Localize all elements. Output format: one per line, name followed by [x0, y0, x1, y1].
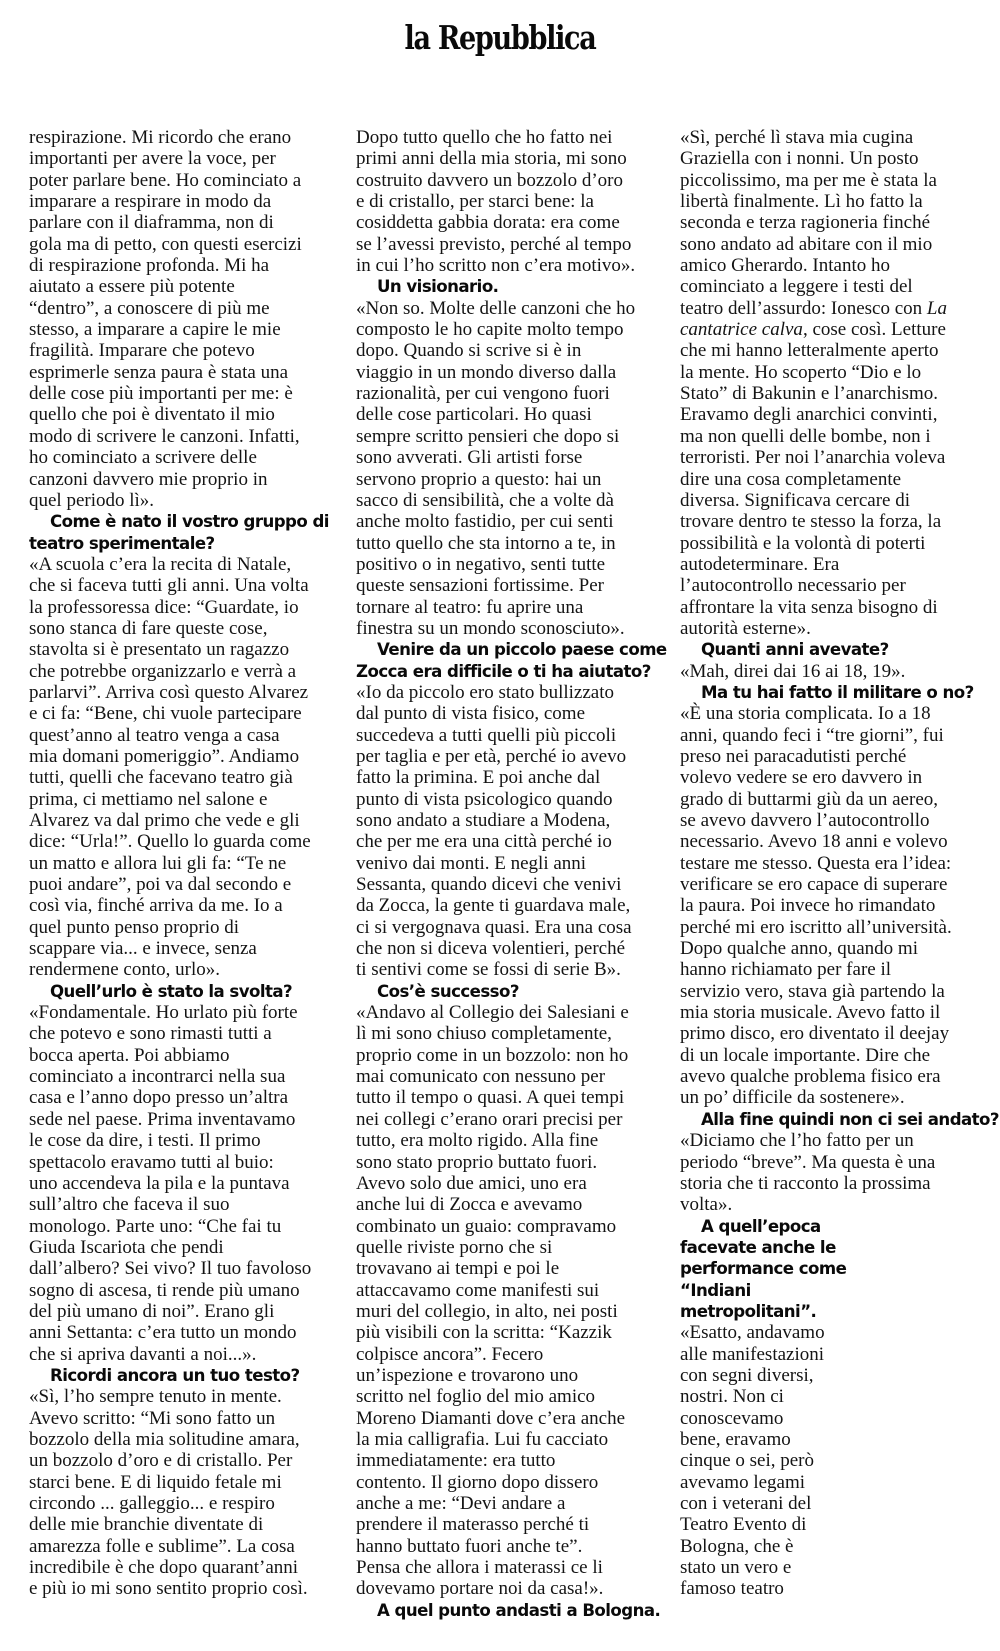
body-text-line: nei collegi c’erano orari precisi per [356, 1108, 623, 1130]
body-text-line: periodo “breve”. Ma questa è una [680, 1151, 936, 1173]
body-text-line: così via, finché arriva da me. Io a [29, 895, 283, 917]
body-text-line: di un locale importante. Dire che [680, 1044, 931, 1066]
body-text-line: verificare se ero capace di superare [680, 874, 948, 896]
book-title-italic: La [926, 297, 947, 319]
body-text-line: dice: “Urla!”. Quello lo guarda come [29, 831, 311, 853]
body-text-line: cinque o sei, però [680, 1450, 815, 1472]
body-text-line: dire una cosa completamente [680, 468, 902, 490]
body-text-line: «È una storia complicata. Io a 18 [680, 703, 931, 725]
interview-question: Come è nato il vostro gruppo di [50, 512, 329, 532]
body-text-line: quel periodo lì». [29, 489, 155, 511]
body-text-line: «Sì, perché lì stava mia cugina [680, 127, 914, 148]
body-text-line: puoi andare”, poi va dal secondo e [29, 874, 292, 896]
body-text-line: parlare con il diaframma, non di [29, 212, 274, 234]
body-text-line: storia che ti racconto la prossima [680, 1172, 931, 1194]
body-text-line: razionalità, per cui vengono fuori [356, 383, 610, 405]
body-text-line: gola ma di petto, con questi esercizi [29, 233, 302, 255]
body-text-line: sacco di sensibilità, che a volte dà [356, 489, 614, 511]
body-text-line: un bozzolo d’oro e di cristallo. Per [29, 1450, 293, 1472]
body-text-line: in cui l’ho scritto non c’era motivo». [356, 255, 636, 277]
body-text-line: fatto la primina. E poi anche dal [356, 767, 601, 789]
interview-question: Un visionario. [377, 277, 499, 297]
body-text-line: «Diciamo che l’ho fatto per un [680, 1130, 914, 1152]
body-text-line: prendere il materasso perché ti [356, 1514, 590, 1536]
body-text-line: anni Settanta: c’era tutto un mondo [29, 1322, 297, 1344]
interview-question: Alla fine quindi non ci sei andato? [701, 1109, 999, 1129]
body-text-line: e di cristallo, per starci bene: la [356, 191, 594, 213]
body-text-line: tutto, era molto rigido. Alla fine [356, 1130, 599, 1152]
body-text-line: bozzolo della mia solitudine amara, [29, 1428, 300, 1450]
body-text-line: cosiddetta gabbia dorata: era come [356, 212, 620, 234]
body-text-line: delle cose più importanti per me: è [29, 383, 293, 405]
body-text-line: che mi hanno letteralmente aperto [680, 340, 939, 362]
body-text-line: Avevo scritto: “Mi sono fatto un [29, 1407, 276, 1429]
body-text-line: poter parlare bene. Ho cominciato a [29, 169, 302, 191]
interview-question: “Indiani [680, 1280, 751, 1300]
body-text-line: finestra su un mondo sconosciuto». [356, 617, 625, 639]
body-text-line: primi anni della mia storia, mi sono [356, 148, 627, 170]
body-text-line: che potrebbe organizzarlo e verrà a [29, 660, 297, 682]
body-text-line: la paura. Poi invece ho rimandato [680, 895, 936, 917]
body-text-line: quest’anno al teatro venga a casa [29, 724, 280, 746]
body-text-line: Sessanta, quando dicevi che venivi [356, 874, 622, 896]
body-text-line: volevo vedere se ero davvero in [680, 767, 923, 789]
body-text-line: rendermene conto, urlo». [29, 959, 220, 981]
body-text-line: «Fondamentale. Ho urlato più forte [29, 1002, 298, 1024]
body-text-line: un’ispezione e trovarono uno [356, 1364, 579, 1386]
body-text-line: e ci fa: “Bene, chi vuole partecipare [29, 703, 302, 725]
body-text-line: fragilità. Imparare che potevo [29, 340, 255, 362]
body-text-line: per taglia e per età, perché io avevo [356, 745, 627, 767]
body-text-line: necessario. Avevo 18 anni e volevo [680, 831, 948, 853]
body-text-line: tutti, quelli che facevano teatro già [29, 767, 293, 789]
body-text-line: ti sentivi come se fossi di serie B». [356, 959, 621, 981]
body-text-line: queste sensazioni fortissime. Per [356, 575, 605, 597]
interview-question: facevate anche le [680, 1237, 836, 1257]
body-text-line: dopo. Quando si scrive si è in [356, 340, 582, 362]
body-text-line: venivo dai monti. E negli anni [356, 852, 587, 874]
body-text-line: punto di vista psicologico quando [356, 788, 613, 810]
body-text-line [680, 319, 995, 340]
body-text-line: anche molto fastidio, per cui senti [356, 511, 614, 533]
body-text-line: del più umano di noi”. Erano gli [29, 1300, 275, 1322]
body-text-line: Avevo solo due amici, uno era [356, 1172, 587, 1194]
book-title-italic: cantatrice calva [680, 319, 803, 341]
body-text-line: costruito davvero un bozzolo d’oro [356, 169, 623, 191]
body-text-segment: teatro dell’assurdo: Ionesco con [680, 297, 927, 319]
body-text-line: perché mi ero iscritto all’università. [680, 916, 952, 938]
body-text-line: stavolta si è presentato un ragazzo [29, 639, 290, 661]
body-text-line: con i veterani del [680, 1493, 812, 1514]
body-text-line: Graziella con i nonni. Un posto [680, 148, 919, 170]
body-text-line: sono andato a studiare a Modena, [356, 810, 611, 831]
body-text-line: servizio vero, stava già partendo la [680, 980, 945, 1002]
body-text-line: parlarvi”. Arriva così questo Alvarez [29, 681, 309, 703]
body-text-line: testare me stesso. Questa era l’idea: [680, 852, 952, 874]
body-text-line: affrontare la vita senza bisogno di [680, 596, 938, 618]
body-text-line: imparare a respirare in modo da [29, 191, 272, 213]
body-text-line: quelle riviste porno che si [356, 1236, 553, 1258]
interview-question: Quanti anni avevate? [701, 640, 889, 660]
body-text-line: da Zocca, la gente ti guardava male, [356, 895, 631, 917]
body-text-line: «Io da piccolo ero stato bullizzato [356, 681, 614, 703]
body-text-line: mia storia musicale. Avevo fatto il [680, 1002, 941, 1024]
body-text-line: se avevo davvero l’autocontrollo [680, 810, 930, 831]
body-text-line: Alvarez va dal primo che vede e gli [29, 810, 300, 831]
body-text-line: prima, ci mettiamo nel salone e [29, 788, 268, 810]
body-text-line: le cose da dire, i testi. Il primo [29, 1130, 261, 1152]
body-text-line: delle cose particolari. Ho quasi [356, 404, 592, 426]
body-text-line: che si faceva tutti gli anni. Una volta [29, 575, 309, 597]
body-text-line: nostri. Non ci [680, 1386, 784, 1408]
body-text-line: modo di scrivere le canzoni. Infatti, [29, 425, 300, 447]
body-text-line: sull’altro che faceva il suo [29, 1194, 230, 1216]
body-text-line: Giuda Iscariota che pendi [29, 1236, 224, 1258]
body-text-line: ho cominciato a scrivere delle [29, 447, 257, 469]
body-text-line: positivo o in negativo, senti tutte [356, 553, 606, 575]
body-text-line: «Non so. Molte delle canzoni che ho [356, 297, 636, 319]
body-text-line: piccolissimo, ma per me è stata la [680, 169, 937, 191]
body-text-line: terroristi. Per noi l’anarchia voleva [680, 447, 946, 469]
body-text-line: e più io mi sono sentito proprio così. [29, 1578, 308, 1600]
body-text-line: sono avverati. Gli artisti forse [356, 447, 583, 469]
body-text-segment: , cose così. Letture [802, 319, 946, 341]
body-text-line: un matto e allora lui gli fa: “Te ne [29, 852, 287, 874]
body-text-line: quel punto penso proprio di [29, 916, 240, 938]
body-text-line: grado di buttarmi giù da un aereo, [680, 788, 939, 810]
interview-question: Venire da un piccolo paese come [377, 640, 667, 660]
interview-question: Quell’urlo è stato la svolta? [50, 981, 293, 1001]
body-text-line [680, 298, 995, 319]
body-text-line: la mente. Ho scoperto “Dio e lo [680, 361, 922, 383]
body-text-line: cominciato a leggere i testi del [680, 276, 913, 298]
article-column-3 [680, 127, 999, 1600]
body-text-line: spettacolo eravamo tutti al buio: [29, 1151, 274, 1173]
body-text-line: Pensa che allora i materassi ce li [356, 1557, 603, 1579]
body-text-line: possibilità e la volontà di poterti [680, 532, 926, 554]
body-text-line: anni, quando feci i “tre giorni”, fui [680, 724, 944, 746]
body-text-line: colpisce ancora”. Fecero [356, 1343, 544, 1365]
body-text-line: Teatro Evento di [680, 1514, 807, 1536]
body-text-line: «Sì, l’ho sempre tenuto in mente. [29, 1386, 282, 1408]
body-text-line: sono stato proprio buttato fuori. [356, 1151, 598, 1173]
body-text-line: «Andavo al Collegio dei Salesiani e [356, 1002, 629, 1024]
body-text-line: canzoni davvero mie proprio in [29, 468, 268, 490]
body-text-line: starci bene. E di liquido fetale mi [29, 1471, 282, 1493]
body-text-line: esprimerle senza paura è stata una [29, 361, 289, 383]
body-text-line: Bologna, che è [680, 1535, 794, 1557]
body-text-line: combinato un guaio: compravamo [356, 1215, 617, 1237]
body-text-line: volta». [680, 1194, 733, 1216]
body-text-line: Moreno Diamanti dove c’era anche [356, 1407, 626, 1429]
body-text-line: circondo ... galleggio... e respiro [29, 1493, 275, 1514]
body-text-line: avevamo legami [680, 1471, 806, 1493]
body-text-line: dal punto di vista fisico, come [356, 703, 586, 725]
body-text-line: composto le ho capite molto tempo [356, 319, 624, 341]
body-text-line: «Mah, direi dai 16 ai 18, 19». [680, 660, 906, 682]
interview-question: performance come [680, 1259, 847, 1279]
body-text-line: sempre scritto pensieri che dopo si [356, 425, 620, 447]
body-text-line: primo disco, ero diventato il deejay [680, 1023, 950, 1045]
body-text-line: se l’avessi previsto, perché al tempo [356, 233, 632, 255]
body-text-line: seconda e terza ragioneria finché [680, 212, 931, 234]
body-text-line: uno accendeva la pila e la puntava [29, 1172, 290, 1194]
body-text-line: succedeva a tutti quelli più piccoli [356, 724, 617, 746]
body-text-line: sono andato ad abitare con il mio [680, 233, 933, 255]
article-column-2 [356, 127, 666, 1621]
body-text-line: ci si vergognava quasi. Era una cosa [356, 916, 632, 938]
body-text-line: stato un vero e [680, 1557, 792, 1579]
body-text-line: trovavano ai tempi e poi le [356, 1258, 560, 1280]
body-text-line: avevo qualche problema fisico era [680, 1066, 941, 1088]
body-text-line: di respirazione profonda. Mi ha [29, 255, 270, 277]
body-text-line: hanno buttato fuori anche te”. [356, 1535, 583, 1557]
body-text-line: sogno di ascesa, ti rende più umano [29, 1279, 300, 1301]
body-text-line: anche a me: “Devi andare a [356, 1493, 566, 1514]
body-text-line: anche lui di Zocca e avevamo [356, 1194, 583, 1216]
body-text-line: Eravamo degli anarchici convinti, [680, 404, 938, 426]
body-text-line: l’autocontrollo necessario per [680, 575, 906, 597]
body-text-line: tutto quello che sta intorno a te, in [356, 532, 616, 554]
body-text-line: conoscevamo [680, 1407, 784, 1429]
body-text-line: più visibili con la scritta: “Kazzik [356, 1322, 612, 1344]
body-text-line: stesso, a imparare a capire le mie [29, 319, 281, 341]
body-text-line: bocca aperta. Poi abbiamo [29, 1044, 230, 1066]
body-text-line: “dentro”, a conoscere di più me [29, 297, 270, 319]
body-text-line: mia domani pomeriggio”. Andiamo [29, 745, 300, 767]
body-text-line: attaccavamo come manifesti sui [356, 1279, 600, 1301]
body-text-line: incredibile è che dopo quarant’anni [29, 1557, 299, 1579]
body-text-line: bene, eravamo [680, 1428, 791, 1450]
body-text-line: che per me era una città perché io [356, 831, 612, 853]
body-text-line: viaggio in un mondo diverso dalla [356, 361, 617, 383]
body-text-line: proprio come in un bozzolo: non ho [356, 1044, 629, 1066]
body-text-line: lì mi sono chiuso completamente, [356, 1023, 612, 1045]
interview-question: Zocca era difficile o ti ha aiutato? [356, 661, 651, 681]
interview-question: Cos’è successo? [377, 981, 519, 1001]
body-text-line: scritto nel foglio del mio amico [356, 1386, 596, 1408]
body-text-line: immediatamente: era tutto [356, 1450, 556, 1472]
interview-question: metropolitani”. [680, 1301, 817, 1321]
body-text-line: mai comunicato con nessuno per [356, 1066, 606, 1088]
body-text-line: che non si diceva volentieri, perché [356, 938, 626, 960]
body-text-line: libertà finalmente. Lì ho fatto la [680, 191, 923, 213]
body-text-line: preso nei paracadutisti perché [680, 745, 907, 767]
body-text-line: «Esatto, andavamo [680, 1322, 825, 1344]
body-text-line: famoso teatro [680, 1578, 784, 1600]
body-text-line: contento. Il giorno dopo dissero [356, 1471, 599, 1493]
article-column-1 [29, 127, 344, 1600]
body-text-line: muri del collegio, in alto, nei posti [356, 1300, 618, 1322]
body-text-line: respirazione. Mi ricordo che erano [29, 127, 292, 148]
body-text-line: monologo. Parte uno: “Che fai tu [29, 1215, 282, 1237]
body-text-line: servono proprio a questo: hai un [356, 468, 602, 490]
interview-question: A quel punto andasti a Bologna. [377, 1600, 661, 1620]
body-text-line: Dopo qualche anno, quando mi [680, 938, 918, 960]
body-text-line: ma non quelli delle bombe, non i [680, 425, 931, 447]
body-text-line: autodeterminare. Era [680, 553, 840, 575]
body-text-line: autorità esterne». [680, 617, 811, 639]
body-text-line: con segni diversi, [680, 1364, 814, 1386]
body-text-line: sede nel paese. Prima inventavamo [29, 1108, 296, 1130]
body-text-line: trovare dentro te stesso la forza, la [680, 511, 942, 533]
body-text-line: diversa. Significava cercare di [680, 489, 910, 511]
body-text-line: casa e l’anno dopo presso un’altra [29, 1087, 289, 1109]
body-text-line: la mia calligrafia. Lui fu cacciato [356, 1428, 609, 1450]
body-text-line: aiutato a essere più potente [29, 276, 235, 298]
body-text-line: amarezza folle e sublime”. La cosa [29, 1535, 295, 1557]
body-text-line: dovevamo portare noi da casa!». [356, 1578, 604, 1600]
body-text-line: tutto il tempo o quasi. A quei tempi [356, 1087, 625, 1109]
body-text-line: amico Gherardo. Intanto ho [680, 255, 890, 277]
body-text-line: Stato” di Bakunin e l’anarchismo. [680, 383, 939, 405]
body-text-line: «A scuola c’era la recita di Natale, [29, 553, 292, 575]
body-text-line: quello che poi è diventato il mio [29, 404, 275, 426]
body-text-line: tornare al teatro: fu aprire una [356, 596, 584, 618]
body-text-line: sono stanca di fare queste cose, [29, 617, 268, 639]
body-text-line: Dopo tutto quello che ho fatto nei [356, 127, 613, 148]
body-text-line: scappare via... e invece, senza [29, 938, 257, 960]
interview-question: Ricordi ancora un tuo testo? [50, 1365, 300, 1385]
body-text-line: hanno richiamato per fare il [680, 959, 892, 981]
interview-question: A quell’epoca [701, 1216, 821, 1236]
masthead-logo: la Repubblica [404, 18, 596, 57]
body-text-line: che potevo e sono rimasti tutti a [29, 1023, 272, 1045]
body-text-line: importanti per avere la voce, per [29, 148, 276, 170]
body-text-line: delle mie branchie diventate di [29, 1514, 264, 1536]
body-text-line: cominciato a incontrarci nella sua [29, 1066, 286, 1088]
body-text-line: alle manifestazioni [680, 1343, 825, 1365]
body-text-line: che si apriva davanti a noi...». [29, 1343, 257, 1365]
interview-question: Ma tu hai fatto il militare o no? [701, 682, 974, 702]
body-text-line: la professoressa dice: “Guardate, io [29, 596, 299, 618]
interview-question: teatro sperimentale? [29, 533, 215, 553]
body-text-line: un po’ difficile da sostenere». [680, 1087, 905, 1109]
body-text-line: dall’albero? Sei vivo? Il tuo favoloso [29, 1258, 312, 1280]
